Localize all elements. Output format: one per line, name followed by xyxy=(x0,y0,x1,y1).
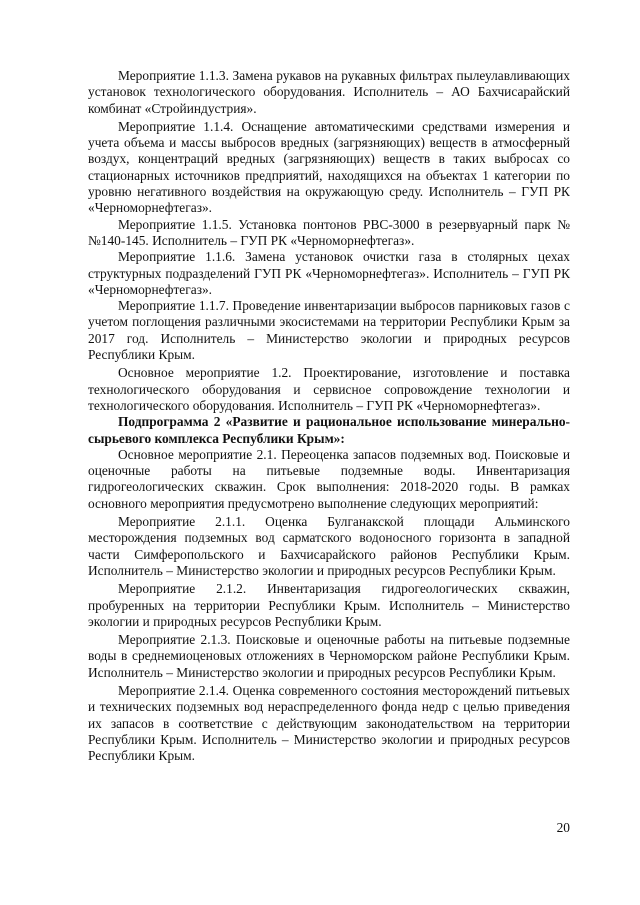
paragraph-measure-1-1-4: Мероприятие 1.1.4. Оснащение автоматическими средствами измерения и учета объема и массы выбросов вредных (загрязняющих) веществ в атмосферный воздух, концентраций вредных (загрязняющих) веществ в таких выбросах со стационарных источников предприятий, находящихся на объектах 1 категории по уровню негативного воздействия на окружающую среду. Исполнитель – ГУП РК «Черноморнефтегаз». xyxy=(88,118,570,216)
paragraph-measure-2-1-1: Мероприятие 2.1.1. Оценка Булганакской площади Альминского месторождения подземных вод сарматского водоносного горизонта в западной части Симферопольского и Бахчисарайского районов Республики Крым. Исполнитель – Министерство экологии и природных ресурсов Республики Крым. xyxy=(88,514,570,578)
paragraph-main-measure-2-1: Основное мероприятие 2.1. Переоценка запасов подземных вод. Поисковые и оценочные работы на питьевые подземные воды. Инвентаризация гидрогеологических скважин. Срок выполнения: 2018-2020 годы. В рамках основного мероприятия предусмотрено выполнение следующих мероприятий: xyxy=(88,446,570,511)
paragraph-main-measure-1-2: Основное мероприятие 1.2. Проектирование, изготовление и поставка технологического оборудования и сервисное сопровождение технологии и технологического оборудования. Исполнитель – ГУП РК «Черноморнефтегаз». xyxy=(88,365,570,413)
paragraph-measure-1-1-3: Мероприятие 1.1.3. Замена рукавов на рукавных фильтрах пылеулавливающих установок технологического оборудования. Исполнитель – АО Бахчисарайский комбинат «Стройиндустрия». xyxy=(88,68,570,116)
paragraph-measure-2-1-4: Мероприятие 2.1.4. Оценка современного состояния месторождений питьевых и технических подземных вод нераспределенного фонда недр с целью приведения их запасов в соответствие с действующим законодательством на территории Республики Крым. Исполнитель – Министерство экологии и природных ресурсов Республики Крым. xyxy=(88,682,570,764)
paragraph-measure-1-1-7: Мероприятие 1.1.7. Проведение инвентаризации выбросов парниковых газов с учетом поглощения различными экосистемами на территории Республики Крым за 2017 год. Исполнитель – Министерство экологии и природных ресурсов Республики Крым. xyxy=(88,298,570,363)
subprogram-2-heading: Подпрограмма 2 «Развитие и рациональное использование минерально-сырьевого комплекса Республики Крым»: xyxy=(88,414,570,446)
paragraph-measure-2-1-3: Мероприятие 2.1.3. Поисковые и оценочные работы на питьевые подземные воды в среднемиоценовых отложениях в Черноморском районе Республики Крым. Исполнитель – Министерство экологии и природных ресурсов Республики Крым. xyxy=(88,632,570,680)
page-number: 20 xyxy=(556,820,570,835)
paragraph-measure-1-1-5: Мероприятие 1.1.5. Установка понтонов РВС-3000 в резервуарный парк №№140-145. Исполнитель – ГУП РК «Черноморнефтегаз». xyxy=(88,216,570,248)
document-body xyxy=(88,68,570,764)
paragraph-measure-1-1-6: Мероприятие 1.1.6. Замена установок очистки газа в столярных цехах структурных подразделений ГУП РК «Черноморнефтегаз». Исполнитель – ГУП РК «Черноморнефтегаз». xyxy=(88,249,570,297)
paragraph-measure-2-1-2: Мероприятие 2.1.2. Инвентаризация гидрогеологических скважин, пробуренных на территории Республики Крым. Исполнитель – Министерство экологии и природных ресурсов Республики Крым. xyxy=(88,581,570,629)
